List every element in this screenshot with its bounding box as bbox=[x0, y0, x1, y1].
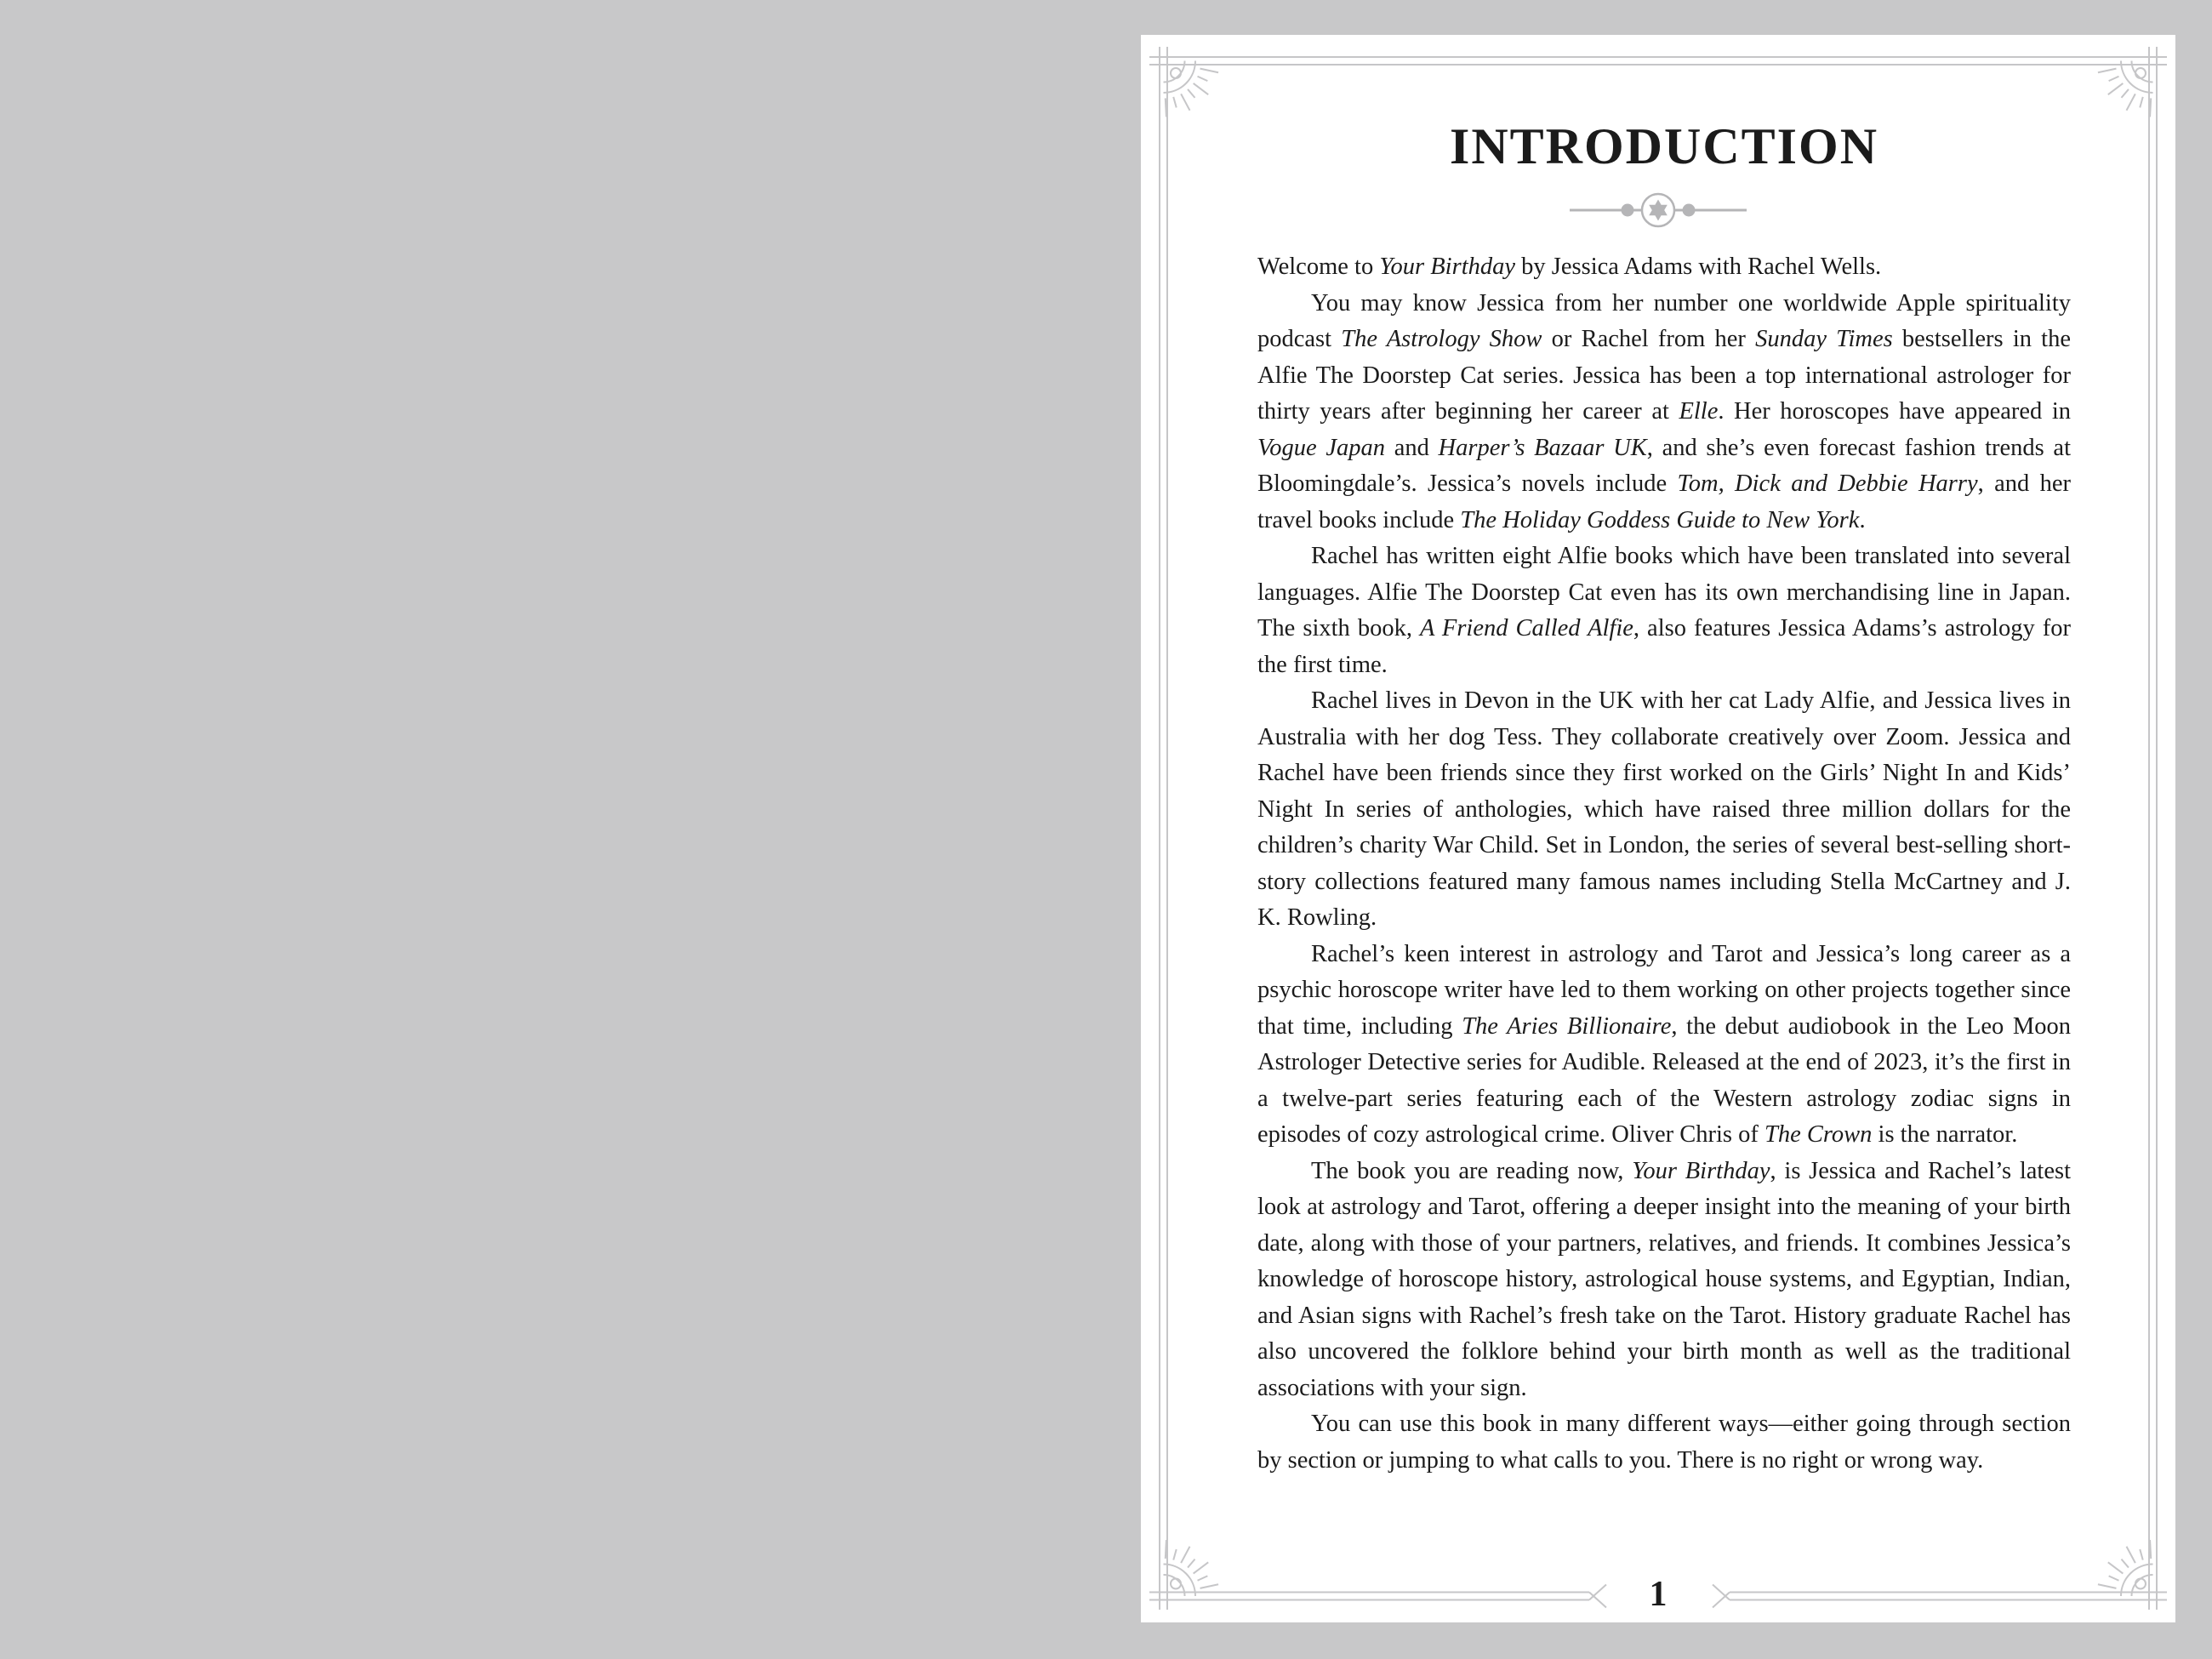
text-run: , and her travel books include bbox=[1257, 470, 2072, 533]
text-run: . bbox=[1859, 506, 1866, 533]
book-page bbox=[1141, 35, 2175, 1622]
italic-text-run: Sunday Times bbox=[1755, 326, 1893, 352]
star-circle-divider-icon bbox=[1570, 194, 1747, 226]
paragraph bbox=[1257, 683, 2071, 937]
italic-text-run: The Crown bbox=[1764, 1121, 1873, 1148]
text-run: The book you are reading now, bbox=[1311, 1157, 1633, 1184]
text-run: is the narrator. bbox=[1872, 1121, 2018, 1148]
text-run: , is Jessica and Rachel’s latest look at astrology and Tarot, offering a deeper insight into the meaning of your birth date, along with those of your partners, relatives, and friends. It combines Jessica’s knowledge of horoscope history, astrological house systems, and Egyptian, Indian, and Asian signs with Rachel’s fresh take on the Tarot. History graduate Rachel has also uncovered the folklore behind your birth month as well as the traditional associations with your sign. bbox=[1257, 1157, 2071, 1401]
italic-text-run: Tom, Dick and Debbie Harry bbox=[1677, 470, 1978, 497]
italic-text-run: Your Birthday bbox=[1379, 254, 1516, 280]
text-run: You may know Jessica from her number one worldwide Apple spirituality podcast bbox=[1257, 289, 2071, 352]
sunburst-corner-icon bbox=[2098, 61, 2153, 117]
text-run: Rachel has written eight Alfie books which have been translated into several languages. Alfie The Doorstep Cat even has its own merchandising line in Japan. The sixth book, bbox=[1257, 543, 2071, 641]
italic-text-run: Harper’s Bazaar UK bbox=[1438, 434, 1647, 461]
text-run: and bbox=[1385, 434, 1439, 461]
italic-text-run: The Holiday Goddess Guide to New York bbox=[1460, 506, 1860, 533]
body-text bbox=[1257, 249, 2071, 1479]
chapter-title: INTRODUCTION bbox=[1449, 118, 1879, 174]
italic-text-run: A Friend Called Alfie bbox=[1420, 615, 1633, 641]
paragraph bbox=[1257, 1406, 2071, 1479]
italic-text-run: The Aries Billionaire bbox=[1462, 1012, 1672, 1040]
page-number: 1 bbox=[1649, 1575, 1668, 1614]
paragraph bbox=[1257, 249, 2071, 286]
paragraph bbox=[1257, 286, 2071, 539]
text-run: Rachel’s keen interest in astrology and Tarot and Jessica’s long career as a psychic horoscope writer have led to them working on other projects together since that time, including bbox=[1257, 940, 2071, 1040]
text-run: , and she’s even forecast fashion trends at Bloomingdale’s. Jessica’s novels include bbox=[1257, 434, 2071, 497]
italic-text-run: Your Birthday bbox=[1632, 1157, 1770, 1184]
paragraph bbox=[1257, 937, 2071, 1154]
text-run: You can use this book in many different ways—either going through section by section or jumping to what calls to you. There is no right or wrong way. bbox=[1257, 1411, 2071, 1474]
italic-text-run: Elle bbox=[1679, 398, 1719, 425]
paragraph bbox=[1257, 539, 2071, 683]
paragraph bbox=[1257, 1154, 2071, 1407]
text-run: bestsellers in the Alfie The Doorstep Cat series. Jessica has been a top international astrologer for thirty years after beginning her career at bbox=[1257, 326, 2071, 425]
text-run: Rachel lives in Devon in the UK with her cat Lady Alfie, and Jessica lives in Australia with her dog Tess. They collaborate creatively over Zoom. Jessica and Rachel have been friends since they first worked on the Girls’ Night In and Kids’ Night In series of anthologies, which have raised three million dollars for the children’s charity War Child. Set in London, the series of several best-selling short-story collections featured many famous names including Stella McCartney and J. K. Rowling. bbox=[1257, 687, 2071, 931]
text-run: , the debut audiobook in the Leo Moon Astrologer Detective series for Audible. Released at the end of 2023, it’s the first in a twelve-part series featuring each of the Western astrology zodiac signs in episodes of cozy astrological crime. Oliver Chris of bbox=[1257, 1012, 2072, 1148]
italic-text-run: Vogue Japan bbox=[1257, 434, 1385, 461]
text-run: Welcome to bbox=[1257, 254, 1380, 280]
text-run: , also features Jessica Adams’s astrology for the first time. bbox=[1257, 615, 2071, 678]
italic-text-run: The Astrology Show bbox=[1341, 326, 1542, 352]
text-run: or Rachel from her bbox=[1542, 326, 1756, 352]
sunburst-corner-icon bbox=[1164, 61, 1219, 117]
text-run: . Her horoscopes have appeared in bbox=[1718, 398, 2071, 425]
text-run: by Jessica Adams with Rachel Wells. bbox=[1515, 254, 1882, 280]
